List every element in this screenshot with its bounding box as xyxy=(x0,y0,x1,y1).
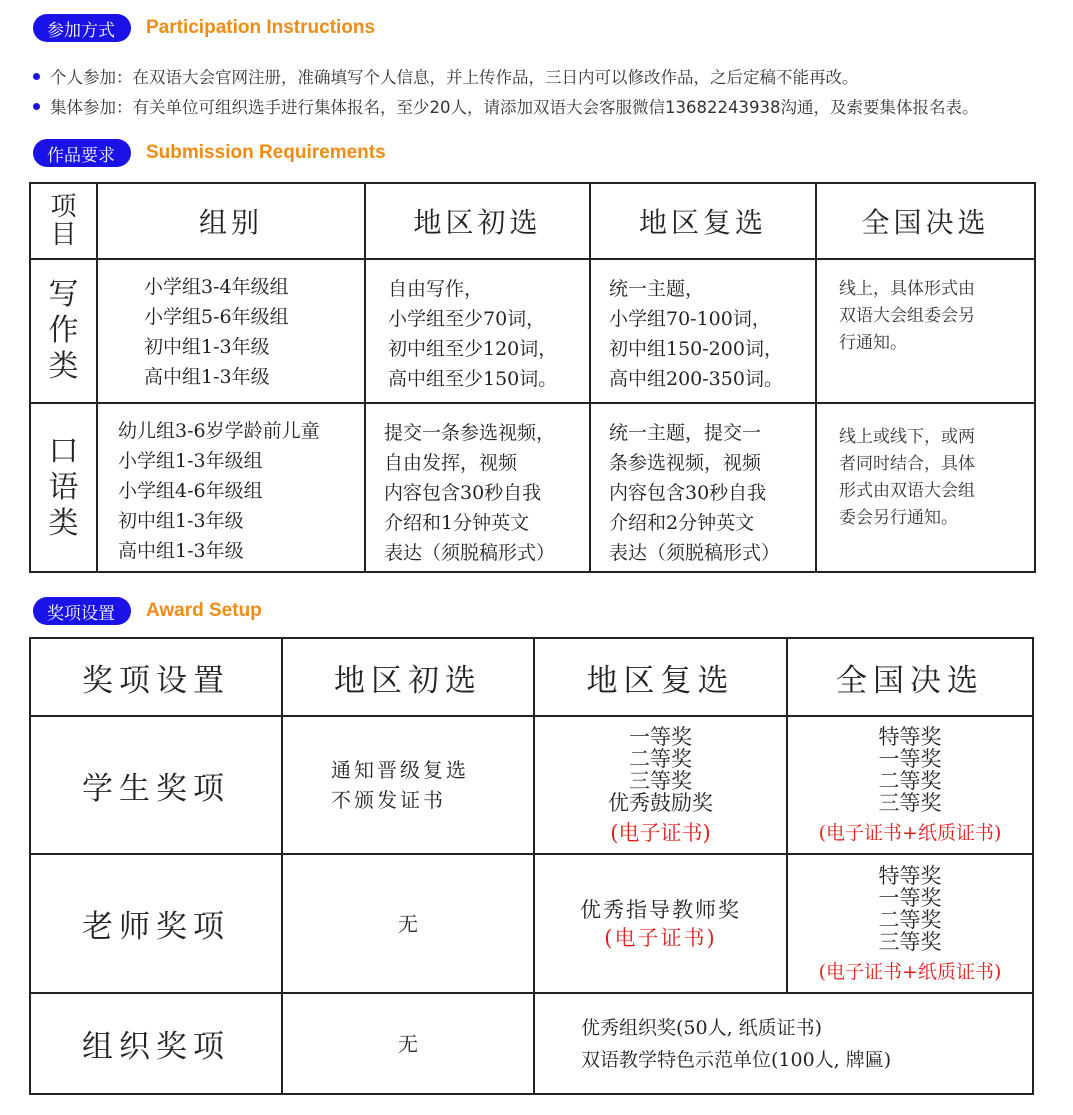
writing-groups xyxy=(97,259,365,403)
award-line: 二等奖 xyxy=(878,769,942,793)
organization-combined-awards xyxy=(534,993,1033,1094)
submission-title: Submission Requirements xyxy=(146,142,386,163)
header-item xyxy=(30,183,97,259)
text-line: 者同时结合，具体 xyxy=(839,454,975,474)
table-header-row xyxy=(30,183,1035,259)
text-line: 双语大会组委会另 xyxy=(839,306,975,326)
submission-table xyxy=(29,182,1036,573)
text-line: 形式由双语大会组 xyxy=(839,481,975,501)
header-national-final: 全国决选 xyxy=(787,638,1033,716)
group-line: 小学组4-6年级组 xyxy=(118,480,263,502)
text-line: 统一主题， xyxy=(609,278,705,300)
text-line: 表达（须脱稿形式） xyxy=(609,542,781,564)
text-line: 初中组150-200词， xyxy=(609,338,783,360)
text-line: 介绍和1分钟英文 xyxy=(384,512,530,534)
participation-header xyxy=(33,14,375,42)
group-line: 幼儿组3-6岁学龄前儿童 xyxy=(118,420,320,442)
awards-title: Award Setup xyxy=(146,600,262,621)
table-header-row xyxy=(30,638,1033,716)
bullet-icon xyxy=(33,73,40,80)
bullet-icon xyxy=(33,103,40,110)
category-char: 作 xyxy=(48,313,79,348)
category-char: 写 xyxy=(48,277,79,312)
certificate-note: (电子证书+纸质证书) xyxy=(818,822,1002,844)
award-line: 双语教学特色示范单位(100人, 牌匾) xyxy=(581,1048,892,1071)
text-line: 不颁发证书 xyxy=(331,788,446,812)
table-row xyxy=(30,854,1033,993)
certificate-note: (电子证书+纸质证书) xyxy=(818,960,1002,983)
award-line: 特等奖 xyxy=(878,863,942,888)
header-group: 组别 xyxy=(97,183,365,259)
student-regional-prelim xyxy=(282,716,534,854)
category-char: 语 xyxy=(48,469,79,505)
text-line: 内容包含30秒自我 xyxy=(609,482,767,504)
header-national-final: 全国决选 xyxy=(816,183,1035,259)
text-line: 线上或线下，或两 xyxy=(839,427,975,447)
teacher-awards-label: 老师奖项 xyxy=(30,854,282,993)
awards-tag: 奖项设置 xyxy=(33,597,131,625)
category-speaking xyxy=(30,403,97,572)
group-line: 小学组3-4年级组 xyxy=(144,276,289,298)
certificate-note: (电子证书) xyxy=(610,821,711,845)
bullet-text: 集体参加：有关单位可组织选手进行集体报名，至少20人，请添加双语大会客服微信13682243938沟通，及索要集体报名表。 xyxy=(50,98,979,117)
bullet-text: 个人参加：在双语大会官网注册，准确填写个人信息，并上传作品，三日内可以修改作品，之后定稿不能再改。 xyxy=(50,68,859,87)
text-line: 自由发挥，视频 xyxy=(384,452,518,474)
header-item-char: 项 xyxy=(50,192,77,222)
header-regional-prelim: 地区初选 xyxy=(282,638,534,716)
text-line: 初中组至少120词， xyxy=(388,338,558,360)
table-row xyxy=(30,993,1033,1094)
organization-regional-prelim: 无 xyxy=(282,993,534,1094)
award-line: 一等奖 xyxy=(878,885,942,910)
text-line: 行通知。 xyxy=(839,333,907,353)
text-line: 提交一条参选视频， xyxy=(384,422,556,444)
speaking-national-final xyxy=(816,403,1035,572)
award-line: 优秀指导教师奖 xyxy=(580,897,741,922)
organization-awards-label: 组织奖项 xyxy=(30,993,282,1094)
submission-tag: 作品要求 xyxy=(33,139,131,167)
table-row xyxy=(30,716,1033,854)
text-line: 条参选视频，视频 xyxy=(609,452,762,474)
teacher-regional-semi xyxy=(534,854,787,993)
text-line: 委会另行通知。 xyxy=(839,508,958,528)
list-item xyxy=(30,61,1070,91)
award-line: 二等奖 xyxy=(629,747,692,771)
teacher-regional-prelim: 无 xyxy=(282,854,534,993)
awards-table xyxy=(29,637,1034,1095)
speaking-groups xyxy=(97,403,365,572)
text-line: 表达（须脱稿形式） xyxy=(384,542,556,564)
group-line: 高中组1-3年级 xyxy=(118,540,244,562)
award-line: 三等奖 xyxy=(878,791,942,815)
category-char: 类 xyxy=(48,349,79,384)
text-line: 小学组至少70词， xyxy=(388,308,546,330)
submission-header xyxy=(33,139,386,167)
award-line: 三等奖 xyxy=(878,929,942,954)
text-line: 统一主题，提交一 xyxy=(609,422,762,444)
category-writing xyxy=(30,259,97,403)
participation-title: Participation Instructions xyxy=(146,17,376,38)
table-row xyxy=(30,403,1035,572)
header-regional-semi: 地区复选 xyxy=(534,638,787,716)
text-line: 自由写作， xyxy=(388,278,484,300)
award-line: 二等奖 xyxy=(878,907,942,932)
group-line: 高中组1-3年级 xyxy=(144,366,270,388)
speaking-regional-prelim xyxy=(365,403,590,572)
text-line: 通知晋级复选 xyxy=(331,758,469,782)
student-regional-semi xyxy=(534,716,787,854)
participation-list xyxy=(30,61,1070,121)
certificate-note: (电子证书) xyxy=(604,925,717,950)
text-line: 高中组200-350词。 xyxy=(609,368,783,390)
teacher-national-final xyxy=(787,854,1033,993)
text-line: 线上，具体形式由 xyxy=(839,279,975,299)
awards-header xyxy=(33,597,262,625)
group-line: 初中组1-3年级 xyxy=(118,510,244,532)
text-line: 小学组70-100词， xyxy=(609,308,771,330)
writing-national-final xyxy=(816,259,1035,403)
award-line: 优秀组织奖(50人, 纸质证书) xyxy=(581,1016,823,1039)
category-char: 类 xyxy=(48,505,79,541)
category-char: 口 xyxy=(48,433,79,469)
participation-tag: 参加方式 xyxy=(33,14,131,42)
speaking-regional-semi xyxy=(590,403,816,572)
header-regional-semi: 地区复选 xyxy=(590,183,816,259)
group-line: 小学组5-6年级组 xyxy=(144,306,289,328)
award-line: 三等奖 xyxy=(629,769,692,793)
group-line: 初中组1-3年级 xyxy=(144,336,270,358)
header-award: 奖项设置 xyxy=(30,638,282,716)
header-regional-prelim: 地区初选 xyxy=(365,183,590,259)
student-awards-label: 学生奖项 xyxy=(30,716,282,854)
award-line: 一等奖 xyxy=(878,747,942,771)
award-line: 一等奖 xyxy=(629,725,692,749)
text-line: 内容包含30秒自我 xyxy=(384,482,542,504)
text-line: 高中组至少150词。 xyxy=(388,368,558,390)
list-item xyxy=(30,91,1070,121)
text-line: 介绍和2分钟英文 xyxy=(609,512,755,534)
table-row xyxy=(30,259,1035,403)
student-national-final xyxy=(787,716,1033,854)
award-line: 特等奖 xyxy=(878,725,942,749)
writing-regional-semi xyxy=(590,259,816,403)
header-item-char: 目 xyxy=(50,220,77,250)
award-line: 优秀鼓励奖 xyxy=(608,791,713,815)
writing-regional-prelim xyxy=(365,259,590,403)
group-line: 小学组1-3年级组 xyxy=(118,450,263,472)
